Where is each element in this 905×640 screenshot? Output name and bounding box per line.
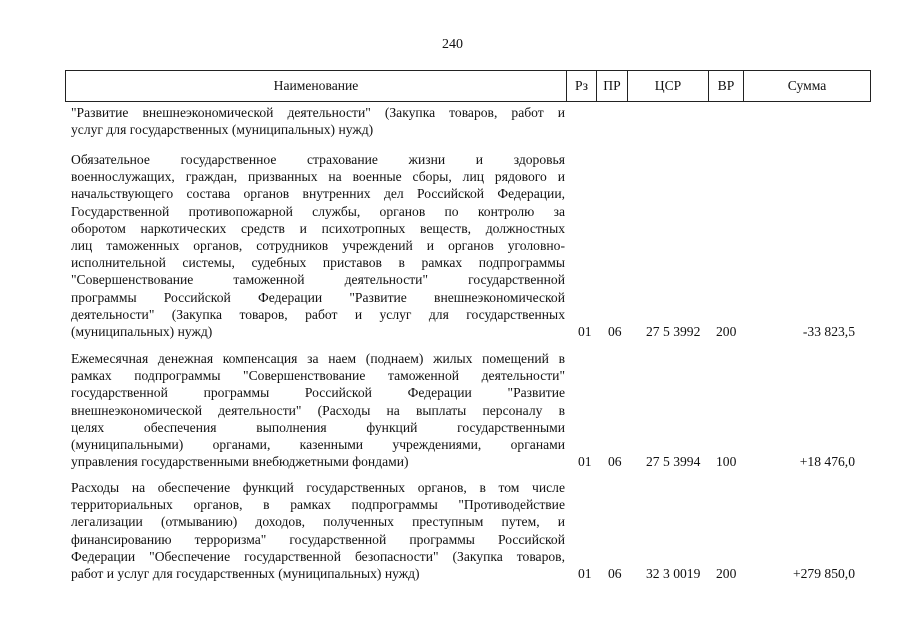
- row-name-line: Обязательное государственное страхование жизни и здоровья: [71, 152, 565, 167]
- row-name-line: работ и услуг для государственных (муниципальных) нужд): [71, 566, 420, 582]
- row-rz: 01: [578, 454, 592, 470]
- row-name-line: "Совершенствование таможенной деятельности" государственной: [71, 272, 565, 288]
- row-pr: 06: [608, 454, 622, 470]
- header-name: Наименование: [273, 78, 359, 93]
- row-name: [71, 104, 565, 138]
- row-name-line: Государственной противопожарной службы, органов по контролю за: [71, 203, 565, 219]
- row-name-line: управления государственными внебюджетными фондами): [71, 454, 409, 470]
- row-vr: 200: [716, 566, 737, 581]
- row-name-line: финансированию терроризма" государственной программы Российской: [71, 531, 565, 547]
- header-rz: Рз: [566, 71, 596, 101]
- table-header: [65, 70, 871, 102]
- row-rz: 01: [578, 566, 592, 581]
- row-name-line: услуг для государственных (муниципальных) нужд): [71, 122, 374, 138]
- page-number: 240: [442, 37, 463, 52]
- row-name-line: (муниципальных) нужд): [71, 324, 213, 340]
- row-name-line: "Развитие внешнеэкономической деятельности" (Закупка товаров, работ и: [71, 105, 565, 120]
- row-pr: 06: [608, 324, 622, 339]
- row-sum: +18 476,0: [799, 454, 855, 470]
- row-name-line: Ежемесячная денежная компенсация за наем (поднаем) жилых помещений в: [71, 351, 565, 366]
- row-name-line: лиц таможенных органов, сотрудников учреждений и органов уголовно-: [71, 238, 565, 254]
- row-name-line: Расходы на обеспечение функций государственных органов, в том числе: [71, 480, 565, 495]
- row-csr: 27 5 3994: [646, 454, 701, 470]
- row-name-line: деятельности" (Закупка товаров, работ и услуг для государственных: [71, 306, 565, 322]
- row-rz: 01: [578, 324, 592, 339]
- row-name-line: начальствующего состава органов внутренних дел Российской Федерации,: [71, 186, 565, 202]
- row-name: [71, 479, 565, 582]
- row-vr: 200: [716, 324, 737, 339]
- row-csr: 32 3 0019: [646, 566, 701, 581]
- row-name-line: исполнительной системы, судебных приставов в рамках подпрограммы: [71, 255, 565, 271]
- row-name-line: территориальных органов, в рамках подпрограммы "Противодействие: [71, 497, 565, 513]
- row-sum: -33 823,5: [802, 324, 855, 339]
- row-name-line: легализации (отмыванию) доходов, полученных преступным путем, и: [71, 514, 565, 530]
- row-name-line: (муниципальными) органами, казенными учреждениями, органами: [71, 437, 565, 453]
- row-name-line: военнослужащих, граждан, призванных на военные сборы, лиц рядового и: [71, 169, 565, 185]
- header-csr: ЦСР: [627, 71, 708, 101]
- row-name-line: Федерации "Обеспечение государственной безопасности" (Закупка товаров,: [71, 548, 565, 564]
- header-vr: ВР: [708, 71, 743, 101]
- row-sum: +279 850,0: [792, 566, 855, 581]
- row-name-line: внешнеэкономической деятельности" (Расходы на выплаты персоналу в: [71, 402, 565, 418]
- row-name: [71, 350, 565, 470]
- header-sum: Сумма: [743, 71, 870, 101]
- row-name: [71, 151, 565, 340]
- row-name-line: оборотом наркотических средств и психотропных веществ, должностных: [71, 220, 565, 236]
- row-csr: 27 5 3992: [646, 324, 701, 339]
- row-pr: 06: [608, 566, 622, 581]
- row-name-line: рамках подпрограммы "Совершенствование таможенной деятельности": [71, 368, 565, 384]
- row-name-line: программы Российской Федерации "Развитие внешнеэкономической: [71, 289, 565, 305]
- header-pr: ПР: [596, 71, 627, 101]
- row-name-line: государственной программы Российской Федерации "Развитие: [71, 385, 565, 401]
- row-vr: 100: [716, 454, 737, 470]
- row-name-line: целях обеспечения выполнения функций государственными: [71, 419, 565, 435]
